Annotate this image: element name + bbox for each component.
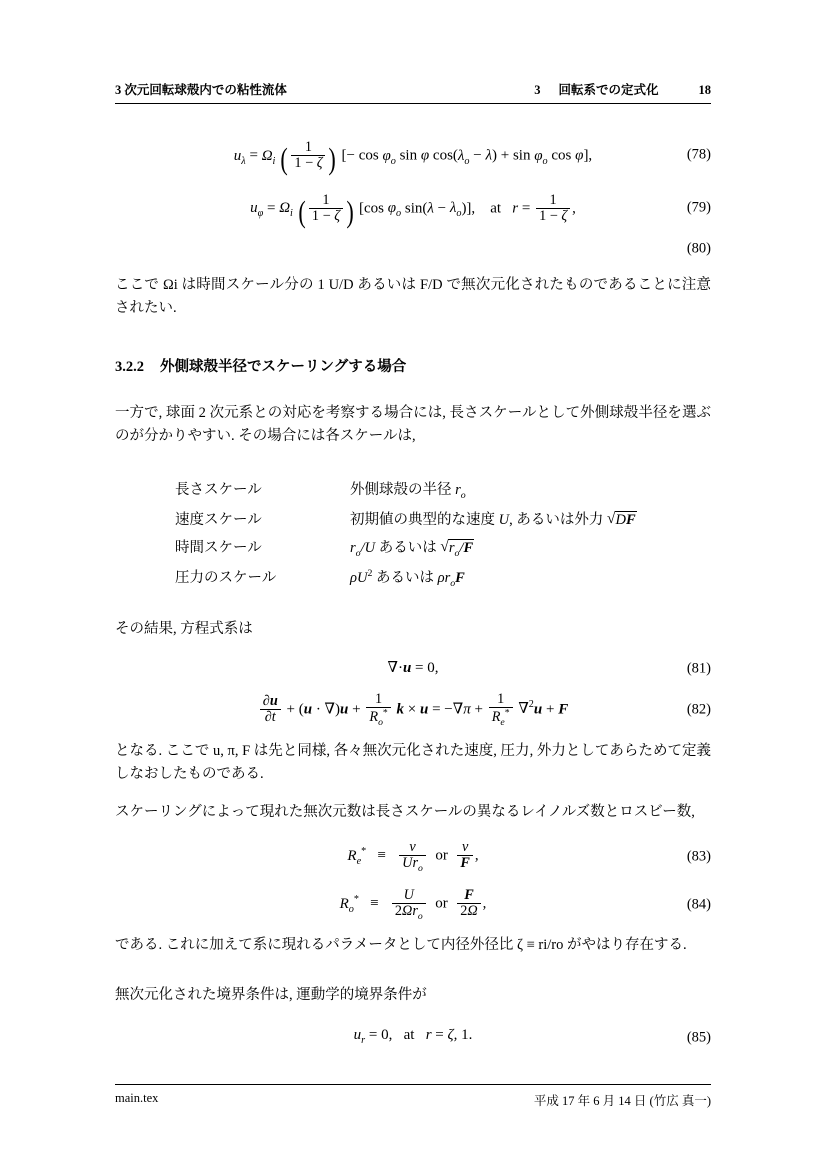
equation-78	[115, 139, 711, 176]
scale-value-time: $r_o/U$ あるいは √ $r_o/F$	[350, 533, 637, 563]
running-header	[115, 80, 711, 104]
scale-value-velocity: 初期値の典型的な速度 U, あるいは外力 √ DF	[350, 505, 637, 533]
scale-label-velocity: 速度スケール	[175, 512, 262, 529]
running-header-page-number: 18	[698, 83, 711, 97]
subsection-heading	[115, 355, 711, 376]
equation-83	[115, 840, 711, 874]
running-header-doc-title: 3 次元回転球殻内での粘性流体	[115, 83, 287, 97]
equation-81-body: ∇·u = 0,	[387, 659, 439, 676]
scale-label-length: 長さスケール	[175, 482, 262, 499]
table-row	[175, 563, 637, 593]
equation-80-body	[115, 238, 711, 255]
page-footer	[115, 1084, 711, 1109]
footer-filename: main.tex	[115, 1091, 159, 1105]
scale-label-pressure: 圧力のスケール	[175, 570, 277, 587]
scale-label-time: 時間スケール	[175, 540, 262, 557]
paragraph-4: となる. ここで u, π, F は先と同様, 各々無次元化された速度, 圧力, 外力としてあらためて定義しなおしたものである.	[115, 742, 711, 783]
equation-82	[115, 692, 711, 728]
paragraph-6: である. これに加えて系に現れるパラメータとして内径外径比 ζ ≡ ri/ro がやはり存在する.	[115, 937, 687, 954]
paragraph-2: 一方で, 球面 2 次元系との対応を考察する場合には, 長さスケールとして外側球殻半径を選ぶのが分かりやすい. その場合には各スケールは,	[115, 404, 711, 445]
equation-79-tag: (79)	[686, 199, 711, 216]
scale-value-pressure: $\rho U^2$ あるいは $\rho r_oF$	[350, 568, 465, 589]
scale-value-length: 外側球殻の半径 $r_o$	[350, 482, 466, 502]
equation-83-body: $R_e^*$ ≡ $\frac{\nu}{Ur_o}$ or $\frac{\nu}{F}$ ,	[347, 839, 479, 874]
equation-78-body: $u_\lambda = \Omega_i$ ( $\frac{1}{1 - \zeta}$ ) [− $\cos \varphi_o$ sin φ $\cos(\lambda_o - \lambda) + \sin \varphi_o$ cos φ],	[233, 139, 593, 176]
table-row	[175, 533, 637, 563]
equation-80	[115, 238, 711, 260]
page-content	[115, 80, 711, 1061]
scale-table	[175, 475, 637, 593]
table-row	[175, 505, 637, 533]
equation-82-tag: (82)	[686, 701, 711, 718]
subsection-number: 3.2.2	[115, 358, 144, 375]
equation-82-body: $\frac{\partial u}{\partial t}$ + (u · ∇)u + $\frac{1}{R_o^*}$ k × u = −∇π + $\frac{1}{R_e^*}$ ∇$^2$u + F	[115, 692, 711, 728]
equation-85-body: $u_r = 0$, at r = ζ, 1.	[353, 1026, 473, 1046]
table-row	[175, 475, 637, 505]
equation-79-body: $u_\varphi = \Omega_i$ ( $\frac{1}{1 - \zeta}$ ) [cos $\varphi_o$ $\sin(\lambda - \lambda_o)$], at r = $\frac{1}{1 - \zeta}$ ,	[250, 191, 576, 229]
running-header-section-title: 回転系での定式化	[558, 83, 659, 97]
subsection-title: 外側球殻半径でスケーリングする場合	[160, 358, 407, 375]
equation-79	[115, 191, 711, 229]
paragraph-5: スケーリングによって現れた無次元数は長さスケールの異なるレイノルズ数とロスビー数,	[115, 803, 695, 820]
equation-83-tag: (83)	[686, 848, 711, 865]
paragraph-3: その結果, 方程式系は	[115, 621, 253, 638]
equation-85	[115, 1027, 711, 1049]
equation-78-tag: (78)	[686, 146, 711, 163]
running-header-section-number: 3	[534, 83, 541, 97]
equation-85-tag: (85)	[686, 1029, 711, 1046]
equation-81	[115, 658, 711, 680]
equation-81-tag: (81)	[686, 660, 711, 677]
footer-date-author: 平成 17 年 6 月 14 日 (竹広 真一)	[533, 1094, 711, 1108]
paragraph-1: ここで Ωi は時間スケール分の 1 U/D あるいは F/D で無次元化されたものであることに注意されたい.	[115, 276, 711, 317]
equation-84-tag: (84)	[686, 896, 711, 913]
equation-84-body: $R_o^*$ ≡ $\frac{U}{2\Omega r_o}$ or $\frac{F}{2\Omega}$ ,	[339, 887, 487, 922]
paragraph-7: 無次元化された境界条件は, 運動学的境界条件が	[115, 986, 427, 1003]
equation-84	[115, 888, 711, 922]
equation-80-tag: (80)	[686, 240, 711, 257]
